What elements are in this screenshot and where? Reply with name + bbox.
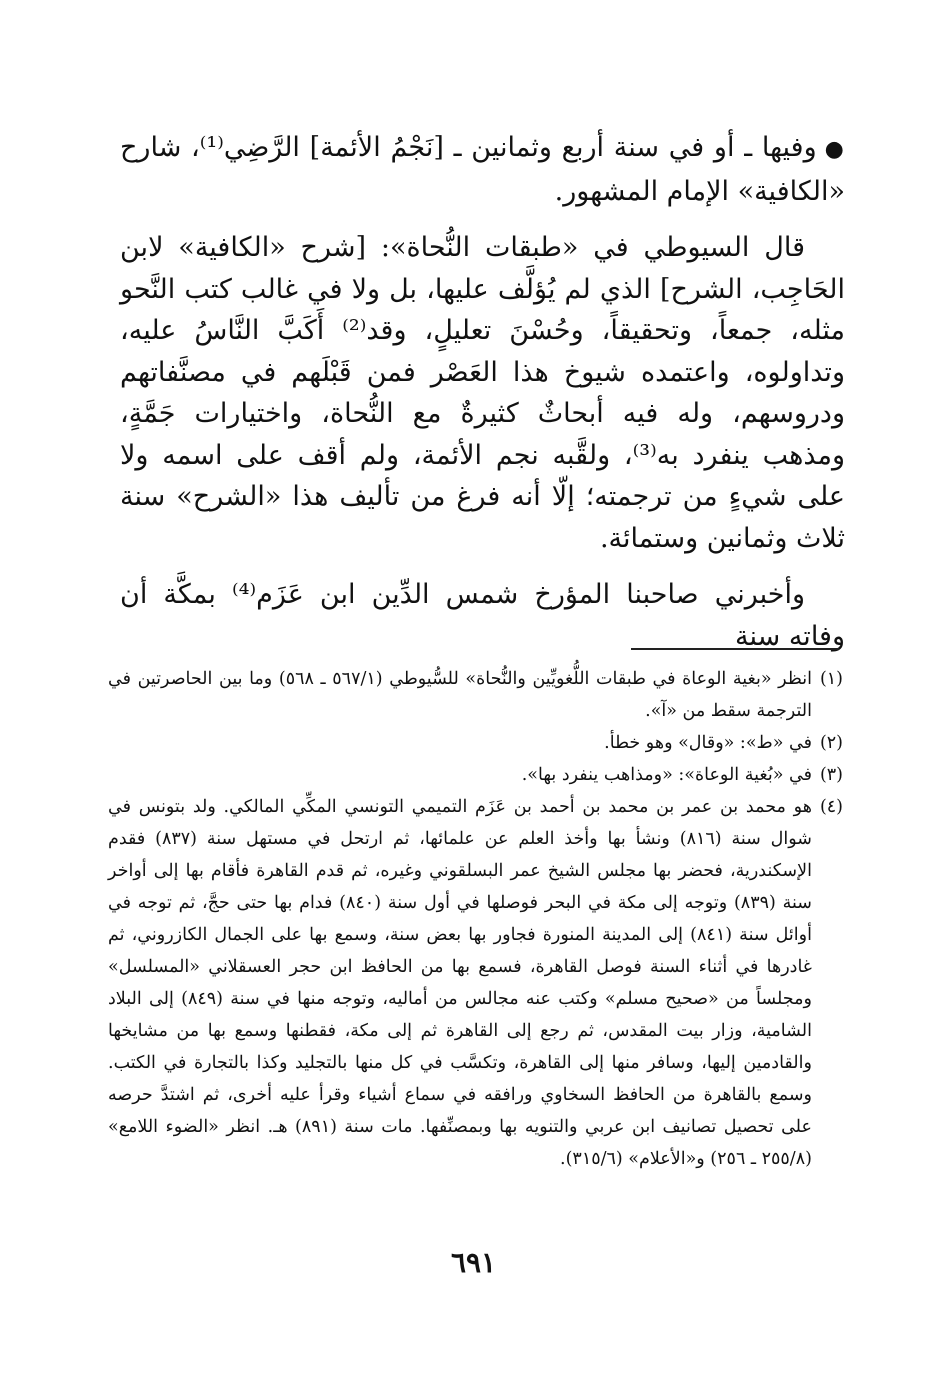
paragraph-text: وفيها ـ أو في سنة أربع وثمانين ـ [نَجْمُ الأئمة] الرَّضِي⁽¹⁾، شارح «الكافية» الإمام المشهور.	[120, 132, 845, 207]
footnote	[108, 727, 843, 759]
footnotes	[108, 663, 843, 1175]
footnote-text: هو محمد بن عمر بن محمد بن أحمد بن عَزَم التميمي التونسي المكِّي المالكي. ولد بتونس في شوال سنة (٨١٦) ونشأ بها وأخذ العلم عن علمائها، ثم ارتحل في مستهل سنة (٨٣٧) فقدم الإسكندرية، فحضر بها مجلس الشيخ عمر البسلقوني وغيره، ثم قدم القاهرة فأقام بها إلى أواخر سنة (٨٣٩) وتوجه إلى مكة في البحر فوصلها في أول سنة (٨٤٠) فدام بها حتى حجَّ، ثم توجه في أوائل سنة (٨٤١) إلى المدينة المنورة فجاور بها بعض سنة، وسمع بها على الجمال الكازروني، ثم غادرها في أثناء السنة فوصل القاهرة، فسمع بها من الحافظ ابن حجر العسقلاني «المسلسل» ومجلساً من «صحيح مسلم» وكتب عنه مجالس من أماليه، وتوجه منها في سنة (٨٤٩) إلى البلاد الشامية، وزار بيت المقدس، ثم رجع إلى القاهرة ثم إلى مكة، فقطنها وسمع بها من مشايخها والقادمين إليها، وسافر منها إلى القاهرة، وتكسَّب في كل منها بالتجليد وكذا بالتجارة في الكتب. وسمع بالقاهرة من الحافظ السخاوي ورافقه في سماع أشياء وقرأ عليه أخرى، ثم اشتدَّ حرصه على تحصيل تصانيف ابن عربي والتنويه بها وبمصنِّفها. مات سنة (٨٩١) هـ. انظر «الضوء اللامع» (٢٥٥/٨ ـ ٢٥٦) و«الأعلام» (٣١٥/٦).	[108, 797, 812, 1169]
bullet-icon: ●	[824, 137, 845, 162]
footnote-number: (٤)	[819, 797, 843, 817]
footnote	[108, 759, 843, 791]
footnote-separator	[631, 648, 839, 650]
footnote-text: في «ط»: «وقال» وهو خطأ.	[604, 733, 812, 753]
footnote-text: انظر «بغية الوعاة في طبقات اللُّغويِّين والنُّحاة» للسُّيوطي (٥٦٧/١ ـ ٥٦٨) وما بين الحاصرتين في الترجمة سقط من «آ».	[108, 669, 812, 721]
paragraph-ibn-azam: وأخبرني صاحبنا المؤرخ شمس الدِّين ابن عَزَم⁽⁴⁾ بمكَّة أن وفاته سنة	[120, 579, 845, 652]
footnote	[108, 791, 843, 1175]
page-number: ٦٩١	[450, 1246, 497, 1279]
paragraph-radi-entry	[120, 127, 845, 212]
footnote-number: (٢)	[819, 733, 843, 753]
footnote-number: (٣)	[819, 765, 843, 785]
main-text	[120, 127, 845, 657]
footnote-text: في «بُغية الوعاة»: «ومذاهب ينفرد بها».	[521, 765, 812, 785]
paragraph-suyuti-quote: قال السيوطي في «طبقات النُّحاة»: [شرح «الكافية» لابن الحَاجِب، الشرح] الذي لم يُؤلَّف عليها، بل ولا في غالب كتب النَّحو مثله، جمعاً، وتحقيقاً، وحُسْنَ تعليلٍ، وقد⁽²⁾ أَكَبَّ النَّاسُ عليه، وتداولوه، واعتمده شيوخ هذا العَصْر فمن قَبْلَهم في مصنَّفاتهم ودروسهم، وله فيه أبحاثٌ كثيرةٌ مع النُّحاة، واختيارات جَمَّةٍ، ومذهب ينفرد به⁽³⁾، ولقَّبه نجم الأئمة، ولم أقف على اسمه ولا على شيءٍ من ترجمته؛ إلّا أنه فرغ من تأليف هذا «الشرح» سنة ثلاث وثمانين وستمائة.	[120, 232, 845, 554]
footnote-number: (١)	[819, 669, 843, 689]
footnote	[108, 663, 843, 727]
